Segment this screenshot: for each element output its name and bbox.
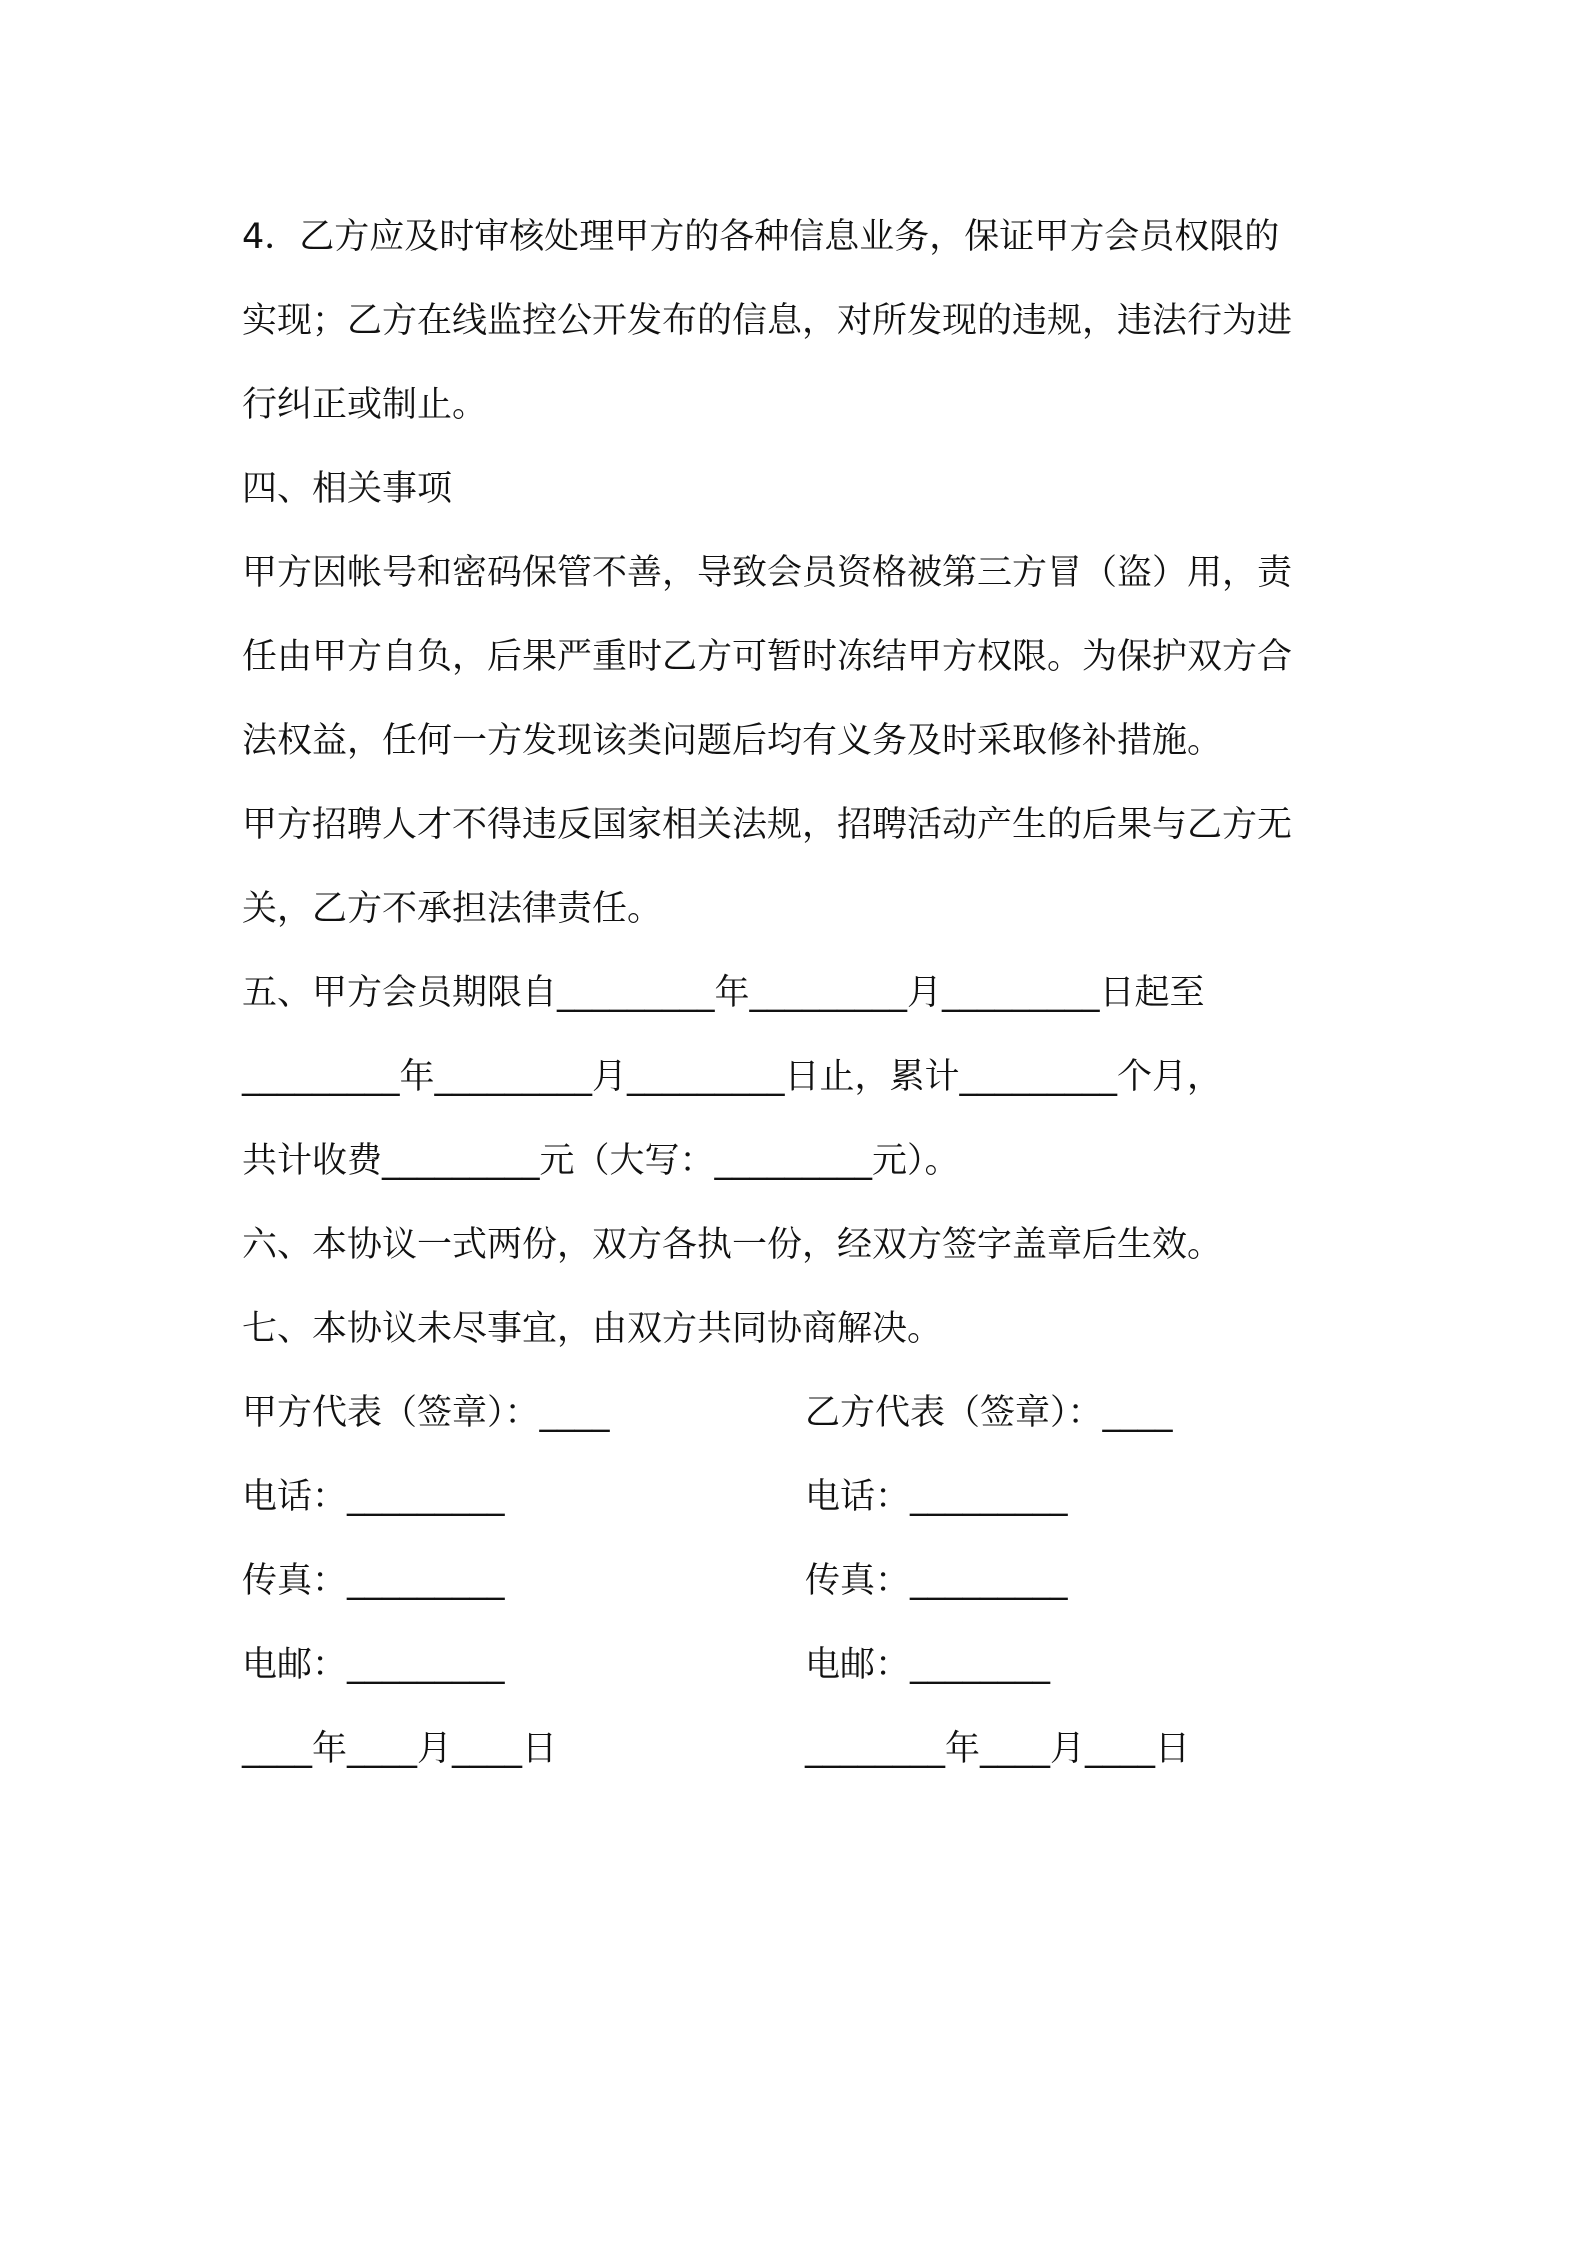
- party-a-phone: 电话：_________: [242, 1477, 505, 1517]
- document-body: [242, 195, 1362, 1791]
- section-4-heading: 四、相关事项: [242, 469, 453, 509]
- clause-4-line-3: 行纠正或制止。: [242, 385, 488, 425]
- section-4-para-1-line-1: 甲方因帐号和密码保管不善，导致会员资格被第三方冒（盗）用，责: [242, 553, 1293, 593]
- signature-row-phone: [242, 1455, 1362, 1539]
- party-b-representative: 乙方代表（签章）：____: [805, 1393, 1173, 1433]
- section-4-para-2-line-1: 甲方招聘人才不得违反国家相关法规，招聘活动产生的后果与乙方无: [242, 805, 1293, 845]
- party-b-fax: 传真：_________: [805, 1561, 1068, 1601]
- section-7: 七、本协议未尽事宜，由双方共同协商解决。: [242, 1309, 943, 1349]
- signature-row-date: [242, 1707, 1362, 1791]
- party-a-fax: 传真：_________: [242, 1561, 505, 1601]
- party-b-email: 电邮：________: [805, 1645, 1051, 1685]
- clause-4-line-2: 实现；乙方在线监控公开发布的信息，对所发现的违规，违法行为进: [242, 301, 1293, 341]
- party-a-date: ____年____月____日: [242, 1729, 558, 1769]
- section-5-line-2: _________年_________月_________日止，累计_________个月，: [242, 1057, 1223, 1097]
- section-4-para-1-line-3: 法权益，任何一方发现该类问题后均有义务及时采取修补措施。: [242, 721, 1223, 761]
- clause-4-line-1: 4．乙方应及时审核处理甲方的各种信息业务，保证甲方会员权限的: [242, 217, 1280, 257]
- section-4-para-1-line-2: 任由甲方自负，后果严重时乙方可暂时冻结甲方权限。为保护双方合: [242, 637, 1293, 677]
- party-b-phone: 电话：_________: [805, 1477, 1068, 1517]
- party-a-email: 电邮：_________: [242, 1645, 505, 1685]
- party-b-date: ________年____月____日: [805, 1729, 1191, 1769]
- signature-row-fax: [242, 1539, 1362, 1623]
- signature-row-representative: [242, 1371, 1362, 1455]
- section-4-para-2-line-2: 关，乙方不承担法律责任。: [242, 889, 663, 929]
- signature-row-email: [242, 1623, 1362, 1707]
- section-6: 六、本协议一式两份，双方各执一份，经双方签字盖章后生效。: [242, 1225, 1223, 1265]
- section-5-line-1: 五、甲方会员期限自_________年_________月_________日起至: [242, 973, 1205, 1013]
- party-a-representative: 甲方代表（签章）：____: [242, 1393, 610, 1433]
- section-5-line-3: 共计收费_________元（大写：_________元）。: [242, 1141, 960, 1181]
